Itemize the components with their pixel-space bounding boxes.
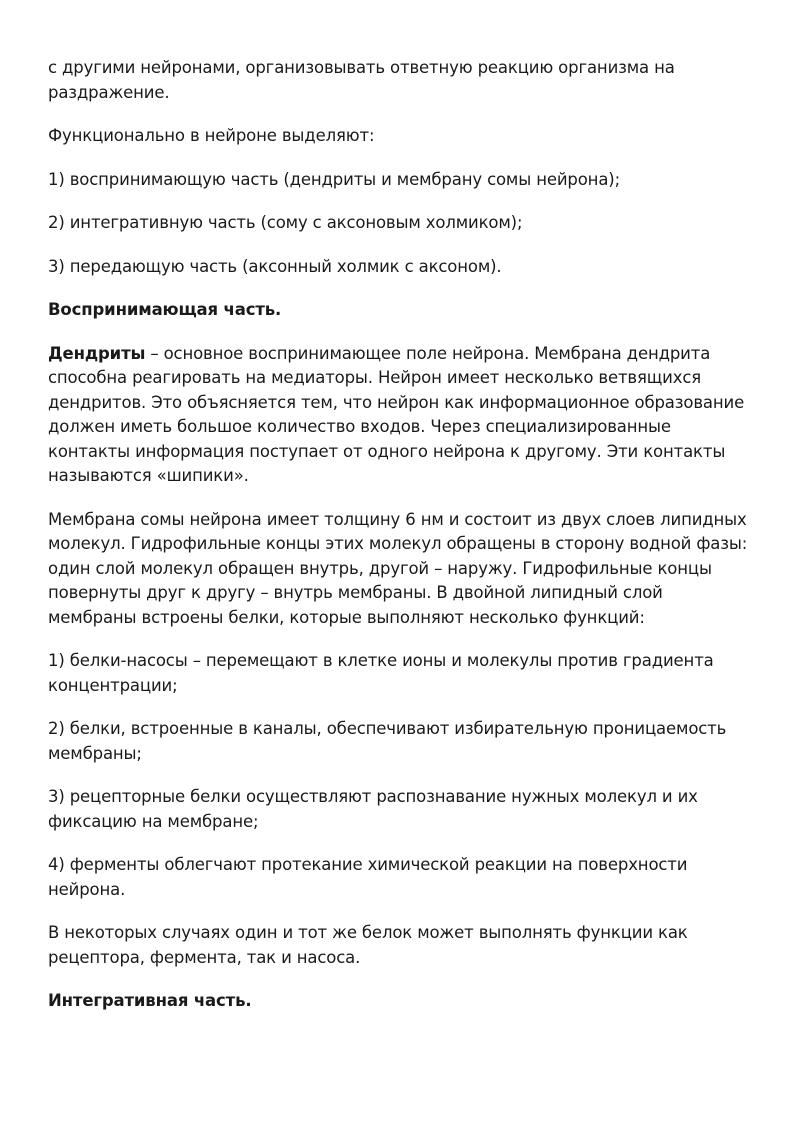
section-heading-receptive-text: Воспринимающая часть. xyxy=(48,300,282,319)
functional-parts-intro: Функционально в нейроне выделяют: xyxy=(48,126,375,145)
protein-function-item: 1) белки-насосы – перемещают в клетке ионы и молекулы против градиента концентрации; xyxy=(48,651,714,695)
section-heading-integrative-text: Интегративная часть. xyxy=(48,991,252,1010)
dendrites-paragraph xyxy=(48,342,752,489)
protein-note-paragraph: В некоторых случаях один и тот же белок может выполнять функции как рецептора, фермента, так и насоса. xyxy=(48,923,688,967)
protein-function-item: 2) белки, встроенные в каналы, обеспечивают избирательную проницаемость мембраны; xyxy=(48,719,727,763)
protein-function-item: 3) рецепторные белки осуществляют распознавание нужных молекул и их фиксацию на мембране; xyxy=(48,787,698,831)
protein-function-item: 4) ферменты облегчают протекание химической реакции на поверхности нейрона. xyxy=(48,855,688,899)
dendrites-term: Дендриты xyxy=(48,343,146,363)
document-page xyxy=(48,56,752,1033)
dendrites-description: – основное воспринимающее поле нейрона. Мембрана дендрита способна реагировать на медиаторы. Нейрон имеет несколько ветвящихся дендритов. Это объясняется тем, что нейрон как информационное образование должен иметь большое количество входов. Через специализированные контакты информация поступает от одного нейрона к другому. Эти контакты называются «шипики». xyxy=(48,343,745,485)
section-heading-receptive xyxy=(48,298,752,323)
intro-continuation-paragraph: с другими нейронами, организовывать ответную реакцию организма на раздражение. xyxy=(48,58,675,102)
section-heading-integrative xyxy=(48,989,752,1014)
functional-part-item: 1) воспринимающую часть (дендриты и мембрану сомы нейрона); xyxy=(48,169,620,189)
functional-part-item: 3) передающую часть (аксонный холмик с аксоном). xyxy=(48,256,502,276)
membrane-paragraph: Мембрана сомы нейрона имеет толщину 6 нм и состоит из двух слоев липидных молекул. Гидрофильные концы этих молекул обращены в сторону водной фазы: один слой молекул обращен внутрь, другой – наружу. Гидрофильные концы повернуты друг к другу – внутрь мембраны. В двойной липидный слой мембраны встроены белки, которые выполняют несколько функций: xyxy=(48,509,748,627)
functional-part-item: 2) интегративную часть (сому с аксоновым холмиком); xyxy=(48,213,523,232)
